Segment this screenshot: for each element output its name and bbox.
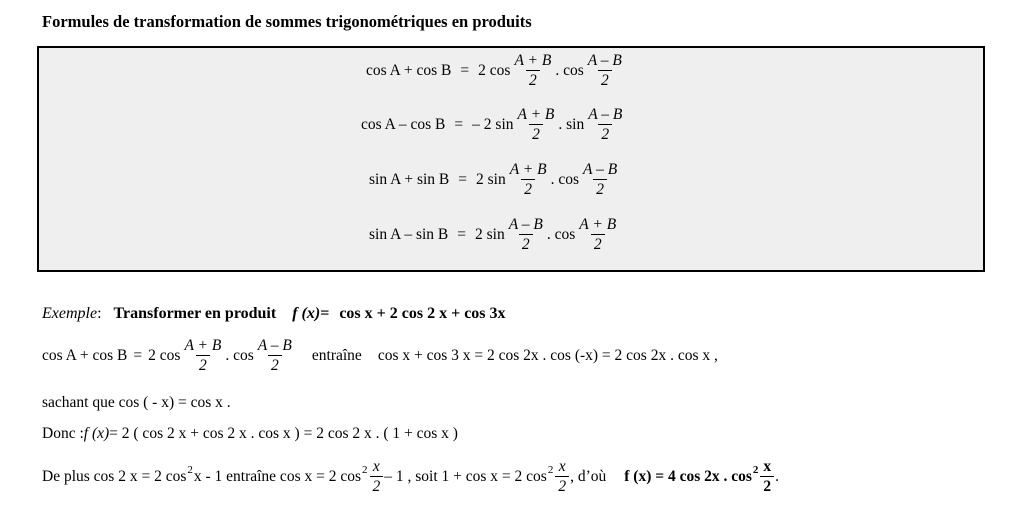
numerator: A – B xyxy=(257,337,292,354)
derivation-line xyxy=(42,336,718,375)
formula-lhs: cos A + cos B xyxy=(366,61,452,79)
fraction xyxy=(555,457,569,496)
formula-row xyxy=(369,215,620,254)
denominator: 2 xyxy=(760,476,774,496)
example-expression: cos x + 2 cos 2 x + cos 3x xyxy=(339,305,506,322)
page-title: Formules de transformation de sommes trigonométriques en produits xyxy=(42,12,532,31)
numerator: A + B xyxy=(184,337,222,354)
denominator: 2 xyxy=(591,234,605,254)
numerator: A – B xyxy=(508,216,543,233)
final-result: f (x) = 4 cos 2x . cos xyxy=(624,467,752,485)
numerator: A – B xyxy=(587,52,622,69)
numerator: A – B xyxy=(588,106,623,123)
formula-lhs: sin A – sin B xyxy=(369,225,449,243)
fraction xyxy=(585,51,625,90)
deplus-text-a: De plus cos 2 x = 2 cos xyxy=(42,467,187,485)
deplus-text-c: – 1 , soit 1 + cos x = 2 cos xyxy=(384,467,547,485)
example-instruction: Transformer en produit xyxy=(113,305,277,322)
denominator: 2 xyxy=(598,70,612,90)
example-line xyxy=(42,305,506,323)
deplus-line xyxy=(42,457,779,496)
fraction xyxy=(255,336,295,375)
deplus-text-d: , d’où xyxy=(570,467,607,485)
donc-text: = 2 ( cos 2 x + cos 2 x . cos x ) = 2 cos 2 x . ( 1 + cos x ) xyxy=(109,425,458,442)
denominator: 2 xyxy=(526,70,540,90)
exponent: 2 xyxy=(547,463,554,476)
formula-coefficient: – 2 sin xyxy=(472,115,514,133)
example-function-name: f (x) xyxy=(292,305,321,322)
formula-product: . cos xyxy=(555,61,584,79)
exponent: 2 xyxy=(187,463,193,476)
donc-prefix: Donc : xyxy=(42,425,84,442)
denominator: 2 xyxy=(196,355,210,375)
formula-coefficient: 2 sin xyxy=(475,225,505,243)
formula-product: . sin xyxy=(558,115,585,133)
denominator: 2 xyxy=(519,234,533,254)
sachant-text: sachant que cos ( - x) = cos x . xyxy=(42,394,231,411)
equals-sign: = xyxy=(133,346,143,364)
entraine-word: entraîne xyxy=(311,346,362,364)
numerator: A + B xyxy=(517,106,555,123)
example-colon: : xyxy=(97,305,102,322)
equals-sign: = xyxy=(454,115,464,133)
denominator: 2 xyxy=(268,355,282,375)
denominator: 2 xyxy=(555,476,569,496)
formula-lhs: cos A + cos B xyxy=(42,346,128,364)
formula-row xyxy=(361,105,626,144)
numerator: x xyxy=(558,458,566,475)
donc-function-name: f (x) xyxy=(83,425,110,442)
example-label: Exemple xyxy=(42,305,98,322)
formula-lhs: sin A + sin B xyxy=(369,170,450,188)
denominator: 2 xyxy=(598,124,612,144)
denominator: 2 xyxy=(370,476,384,496)
formula-lhs: cos A – cos B xyxy=(361,115,446,133)
fraction xyxy=(585,105,625,144)
formula-coefficient: 2 sin xyxy=(476,170,506,188)
numerator: x xyxy=(372,458,380,475)
numerator: A + B xyxy=(509,161,547,178)
fraction xyxy=(580,160,620,199)
final-period: . xyxy=(775,467,780,485)
sachant-line xyxy=(42,394,231,412)
formula-row xyxy=(366,51,626,90)
deplus-text-b: x - 1 entraîne cos x = 2 cos xyxy=(193,467,361,485)
equals-sign: = xyxy=(460,61,470,79)
fraction xyxy=(515,105,558,144)
equals-sign: = xyxy=(458,170,467,188)
formula-product: . cos xyxy=(225,346,254,364)
fraction xyxy=(181,336,224,375)
numerator: x xyxy=(763,458,772,475)
donc-line xyxy=(42,425,458,443)
fraction xyxy=(370,457,384,496)
example-equals: = xyxy=(320,305,330,322)
equals-sign: = xyxy=(457,225,466,243)
exponent: 2 xyxy=(752,463,759,476)
fraction xyxy=(507,160,550,199)
numerator: A – B xyxy=(583,161,618,178)
denominator: 2 xyxy=(529,124,543,144)
fraction xyxy=(511,51,554,90)
fraction xyxy=(760,457,774,496)
fraction xyxy=(506,215,546,254)
derivation-rhs: cos x + cos 3 x = 2 cos 2x . cos (-x) = 2 cos 2x . cos x , xyxy=(377,346,718,364)
numerator: A + B xyxy=(579,216,617,233)
denominator: 2 xyxy=(593,179,607,199)
formula-coefficient: 2 cos xyxy=(148,346,181,364)
fraction xyxy=(576,215,619,254)
formula-product: . cos xyxy=(546,225,576,243)
exponent: 2 xyxy=(362,463,368,476)
formula-coefficient: 2 cos xyxy=(478,61,511,79)
numerator: A + B xyxy=(514,52,552,69)
denominator: 2 xyxy=(521,179,535,199)
formula-product: . cos xyxy=(550,170,580,188)
formula-row xyxy=(369,160,621,199)
